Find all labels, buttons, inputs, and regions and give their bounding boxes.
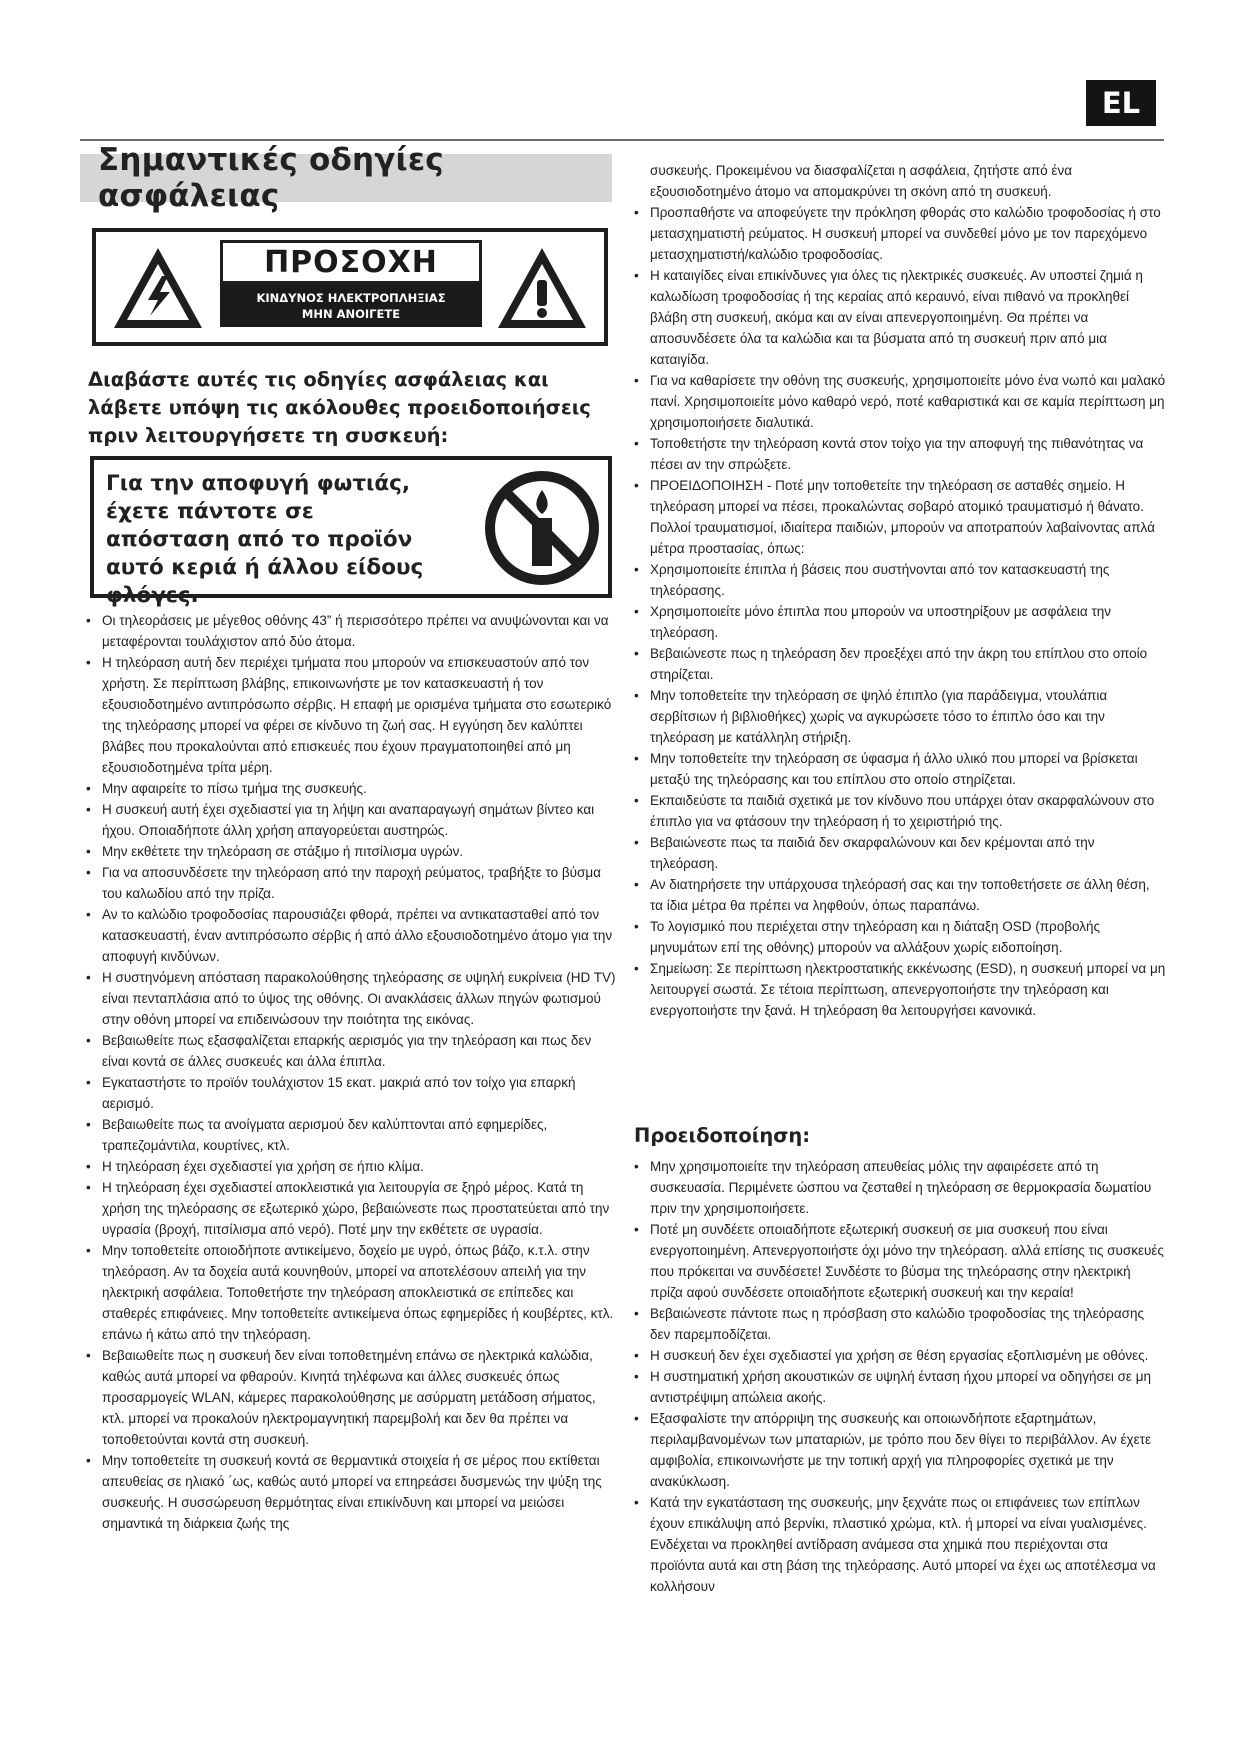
list-item: • Σημείωση: Σε περίπτωση ηλεκτροστατικής εκκένωσης (ESD), η συσκευή μπορεί να μη λειτουργεί σωστά. Σε τέτοια περίπτωση, απενεργοποιήστε την τηλεόραση και ενεργοποιήστε την ξανά. Η τηλεόραση θα λειτουργήσει κανονικά. [634, 958, 1166, 1021]
list-item: • Η τηλεόραση έχει σχεδιαστεί για χρήση σε ήπιο κλίμα. [86, 1156, 616, 1177]
caution-line-2: ΜΗΝ ΑΝΟΙΓΕΤΕ [301, 307, 401, 321]
list-item: • Το λογισμικό που περιέχεται στην τηλεόραση και η διάταξη OSD (προβολής μηνυμάτων επί της οθόνης) μπορούν να αλλάξουν χωρίς ειδοποίηση. [634, 916, 1166, 958]
list-item: • Η συστηματική χρήση ακουστικών σε υψηλή ένταση ήχου μπορεί να οδηγήσει σε μη αντιστρέψιμη απώλεια ακοής. [634, 1366, 1166, 1408]
list-item: • Μην τοποθετείτε την τηλεόραση σε ψηλό έπιπλο (για παράδειγμα, ντουλάπια σερβίτσιων ή βιβλιοθήκες) χωρίς να αγκυρώσετε τόσο το έπιπλο όσο και την τηλεόραση με κατάλληλη στήριξη. [634, 685, 1166, 748]
list-item-continuation: συσκευής. Προκειμένου να διασφαλίζεται η ασφάλεια, ζητήστε από ένα εξουσιοδοτημένο άτομο να απομακρύνει τη σκόνη από τη συσκευή. [650, 163, 1073, 199]
list-item: • Η συστηνόμενη απόσταση παρακολούθησης τηλεόρασης σε υψηλή ευκρίνεια (HD TV) είναι πενταπλάσια από το ύψος της οθόνης. Οι ανακλάσεις άλλων πηγών φωτισμού στην οθόνη μπορεί να επιδεινώσουν την ποιότητα της εικόνας. [86, 967, 616, 1030]
list-item: • Αν διατηρήσετε την υπάρχουσα τηλεόρασή σας και την τοποθετήσετε σε άλλη θέση, τα ίδια μέτρα θα πρέπει να ληφθούν, όπως παραπάνω. [634, 874, 1166, 916]
list-item: • Χρησιμοποιείτε μόνο έπιπλα που μπορούν να υποστηρίξουν με ασφάλεια την τηλεόραση. [634, 601, 1166, 643]
caution-text-block [220, 240, 482, 336]
list-item: • Βεβαιωθείτε πως τα ανοίγματα αερισμού δεν καλύπτονται από εφημερίδες, τραπεζομάντιλα, κουρτίνες, κτλ. [86, 1114, 616, 1156]
warning-list [634, 1156, 1166, 1597]
list-item: • Βεβαιώνεστε πάντοτε πως η πρόσβαση στο καλώδιο τροφοδοσίας της τηλεόρασης δεν παρεμποδίζεται. [634, 1303, 1166, 1345]
list-item: • Προσπαθήστε να αποφεύγετε την πρόκληση φθοράς στο καλώδιο τροφοδοσίας ή στο μετασχηματιστή ρεύματος. Η συσκευή μπορεί να συνδεθεί μόνο με τον παρεχόμενο μετασχηματιστή/καλώδιο τροφοδοσίας. [634, 202, 1166, 265]
lightning-warning-icon [110, 244, 206, 332]
list-item: • Μην τοποθετείτε την τηλεόραση σε ύφασμα ή άλλο υλικό που μπορεί να βρίσκεται μεταξύ της τηλεόρασης και του επίπλου στο οποίο στηρίζεται. [634, 748, 1166, 790]
language-badge: EL [1086, 80, 1156, 126]
title-bar [80, 142, 612, 214]
list-item: • Βεβαιώνεστε πως η τηλεόραση δεν προεξέχει από την άκρη του επίπλου στο οποίο στηρίζεται. [634, 643, 1166, 685]
list-item: • Κατά την εγκατάσταση της συσκευής, μην ξεχνάτε πως οι επιφάνειες των επίπλων έχουν επικάλυψη από βερνίκι, πλαστικό χρώμα, κτλ. ή μπορεί να είναι γυαλισμένες. Ενδέχεται να προκληθεί αντίδραση ανάμεσα στα χημικά που περιέχονται στα προϊόντα αυτά και στη βάση της τηλεόρασης. Αυτό μπορεί να έχει ως αποτέλεσμα να κολλήσουν [634, 1492, 1166, 1597]
caution-label [92, 228, 608, 346]
exclamation-warning-icon [494, 244, 590, 332]
fire-warning-box [90, 456, 612, 608]
list-item: • Μην χρησιμοποιείτε την τηλεόραση απευθείας μόλις την αφαιρέσετε από τη συσκευασία. Περιμένετε ώσπου να ζεσταθεί η τηλεόραση σε θερμοκρασία δωματίου πριν την χρησιμοποιήσετε. [634, 1156, 1166, 1219]
list-item: • Χρησιμοποιείτε έπιπλα ή βάσεις που συστήνονται από τον κατασκευαστή της τηλεόρασης. [634, 559, 1166, 601]
list-item: • Βεβαιώνεστε πως τα παιδιά δεν σκαρφαλώνουν και δεν κρέμονται από την τηλεόραση. [634, 832, 1166, 874]
list-item: • Οι τηλεοράσεις με μέγεθος οθόνης 43” ή περισσότερο πρέπει να ανυψώνονται και να μεταφέρονται τουλάχιστον από δύο άτομα. [86, 610, 616, 652]
no-candle-icon [482, 468, 602, 588]
list-item: • Η τηλεόραση έχει σχεδιαστεί αποκλειστικά για λειτουργία σε ξηρό μέρος. Κατά τη χρήση της τηλεόρασης σε εξωτερικό χώρο, βεβαιώνεστε πως προστατεύεται από την υγρασία (βροχή, πιτσίλισμα από νερό). Ποτέ μην την εκθέτετε σε υγρασία. [86, 1177, 616, 1240]
list-item: • Ποτέ μη συνδέετε οποιαδήποτε εξωτερική συσκευή σε μια συσκευή που είναι ενεργοποιημένη. Απενεργοποιήστε όχι μόνο την τηλεόραση. αλλά επίσης τις συσκευές που πρόκειται να συνδέσετε! Συνδέστε το βύσμα της τηλεόρασης στην ηλεκτρική πρίζα αφού συνδέσετε οποιαδήποτε εξωτερική συσκευή και την κεραία! [634, 1219, 1166, 1303]
list-item: • Μην τοποθετείτε οποιοδήποτε αντικείμενο, δοχείο με υγρό, όπως βάζο, κ.τ.λ. στην τηλεόραση. Αν τα δοχεία αυτά κουνηθούν, μπορεί να αποτελέσουν απειλή για την ηλεκτρική ασφάλεια. Τοποθετήστε την τηλεόραση αποκλειστικά σε επίπεδες και σταθερές επιφάνειες. Μην τοποθετείτε αντικείμενα όπως εφημερίδες ή κουβέρτες, κτλ. επάνω ή κάτω από την τηλεόραση. [86, 1240, 616, 1345]
list-item: • Μην τοποθετείτε τη συσκευή κοντά σε θερμαντικά στοιχεία ή σε μέρος που εκτίθεται απευθείας σε ηλιακό ΄ως, καθώς αυτό μπορεί να επηρεάσει δυσμενώς την ψύξη της συσκευής. Η συσσώρευση θερμότητας είναι επικίνδυνη και μπορεί να μειώσει σημαντικά τη διάρκεια ζωής της [86, 1450, 616, 1534]
list-item: • Η τηλεόραση αυτή δεν περιέχει τμήματα που μπορούν να επισκευαστούν από τον χρήστη. Σε περίπτωση βλάβης, επικοινωνήστε με τον κατασκευαστή ή τον εξουσιοδοτημένο αντιπρόσωπο σέρβις. Η επαφή με ορισμένα τμήματα στο εσωτερικό της τηλεόρασης μπορεί να φέρει σε κίνδυνο τη ζωή σας. Η εγγύηση δεν καλύπτει βλάβες που προκαλούνται από επισκευές που έχουν πραγματοποιηθεί από μη εξουσιοδοτημένα τρίτα μέρη. [86, 652, 616, 778]
caution-line-1: ΚΙΝΔΥΝΟΣ ΗΛΕΚΤΡΟΠΛΗΞΙΑΣ [256, 291, 446, 305]
list-item: • ΠΡΟΕΙΔΟΠΟΙΗΣΗ - Ποτέ μην τοποθετείτε την τηλεόραση σε ασταθές σημείο. Η τηλεόραση μπορεί να πέσει, προκαλώντας σοβαρό ατομικό τραυματισμό ή θάνατο. Πολλοί τραυματισμοί, ιδιαίτερα παιδιών, μπορούν να αποτραπούν λαβαίνοντας απλά μέτρα προστασίας, όπως: [634, 475, 1166, 559]
list-item: • Βεβαιωθείτε πως εξασφαλίζεται επαρκής αερισμός για την τηλεόραση και πως δεν είναι κοντά σε άλλες συσκευές και άλλα έπιπλα. [86, 1030, 616, 1072]
caution-title: ΠΡΟΣΟΧΗ [220, 240, 482, 284]
caution-subtitle [220, 284, 482, 327]
list-item: • Η συσκευή αυτή έχει σχεδιαστεί για τη λήψη και αναπαραγωγή σημάτων βίντεο και ήχου. Οποιαδήποτε άλλη χρήση απαγορεύεται αυστηρώς. [86, 799, 616, 841]
list-item: • Τοποθετήστε την τηλεόραση κοντά στον τοίχο για την αποφυγή της πιθανότητας να πέσει αν την σπρώξετε. [634, 433, 1166, 475]
list-item: • Μην εκθέτετε την τηλεόραση σε στάξιμο ή πιτσίλισμα υγρών. [86, 841, 616, 862]
intro-text: Διαβάστε αυτές τις οδηγίες ασφάλειας και λάβετε υπόψη τις ακόλουθες προειδοποιήσεις πριν λειτουργήσετε τη συσκευή: [88, 368, 591, 447]
list-item: • Εξασφαλίστε την απόρριψη της συσκευής και οποιωνδήποτε εξαρτημάτων, περιλαμβανομένων των μπαταριών, με τρόπο που δεν θίγει το περιβάλλον. Αν έχετε αμφιβολία, επικοινωνήστε με την τοπική αρχή για πληροφορίες σχετικά με την ανακύκλωση. [634, 1408, 1166, 1492]
list-item: • Για να αποσυνδέσετε την τηλεόραση από την παροχή ρεύματος, τραβήξτε το βύσμα του καλωδίου από την πρίζα. [86, 862, 616, 904]
warning-heading: Προειδοποίηση: [634, 1124, 811, 1147]
list-item: • Για να καθαρίσετε την οθόνη της συσκευής, χρησιμοποιείτε μόνο ένα νωπό και μαλακό πανί. Χρησιμοποιείτε μόνο καθαρό νερό, ποτέ καθαριστικά και σε καμία περίπτωση μη χρησιμοποιήσετε διαλυτικά. [634, 370, 1166, 433]
list-item: • Η καταιγίδες είναι επικίνδυνες για όλες τις ηλεκτρικές συσκευές. Αν υποστεί ζημιά η καλωδίωση τροφοδοσίας ή της κεραίας από κεραυνό, είναι πιθανό να προκληθεί βλάβη στη συσκευή, ακόμα και αν είναι απενεργοποιημένη. Θα πρέπει να αποσυνδέσετε όλα τα καλώδια και τα βύσματα από τη συσκευή πριν από μια καταιγίδα. [634, 265, 1166, 370]
list-item: • Εκπαιδεύστε τα παιδιά σχετικά με τον κίνδυνο που υπάρχει όταν σκαρφαλώνουν στο έπιπλο για να φτάσουν την τηλεόραση ή το χειριστήριό της. [634, 790, 1166, 832]
fire-warning-text: Για την αποφυγή φωτιάς, έχετε πάντοτε σε απόσταση από το προϊόν αυτό κεριά ή άλλου είδους φλόγες. [106, 471, 424, 608]
list-item: • Βεβαιωθείτε πως η συσκευή δεν είναι τοποθετημένη επάνω σε ηλεκτρικά καλώδια, καθώς αυτά μπορεί να φθαρούν. Κινητά τηλέφωνα και άλλες συσκευές όπως προσαρμογείς WLAN, κάμερες παρακολούθησης με ασύρματη μετάδοση σήματος, κτλ. μπορεί να προκαλούν ηλεκτρομαγνητική παρεμβολή και δεν θα πρέπει να τοποθετούνται κοντά στη συσκευή. [86, 1345, 616, 1450]
top-rule [80, 139, 1164, 141]
list-item: • Εγκαταστήστε το προϊόν τουλάχιστον 15 εκατ. μακριά από τον τοίχο για επαρκή αερισμό. [86, 1072, 616, 1114]
list-item: • Αν το καλώδιο τροφοδοσίας παρουσιάζει φθορά, πρέπει να αντικατασταθεί από τον κατασκευαστή, έναν αντιπρόσωπο σέρβις ή από άλλο εξουσιοδοτημένο άτομο για την αποφυγή κινδύνων. [86, 904, 616, 967]
right-safety-list [634, 160, 1166, 1021]
list-item: • Η συσκευή δεν έχει σχεδιαστεί για χρήση σε θέση εργασίας εξοπλισμένη με οθόνες. [634, 1345, 1166, 1366]
left-safety-list [86, 610, 616, 1534]
list-item: • Μην αφαιρείτε το πίσω τμήμα της συσκευής. [86, 778, 616, 799]
page-title: Σημαντικές οδηγίες ασφάλειας [98, 142, 444, 214]
